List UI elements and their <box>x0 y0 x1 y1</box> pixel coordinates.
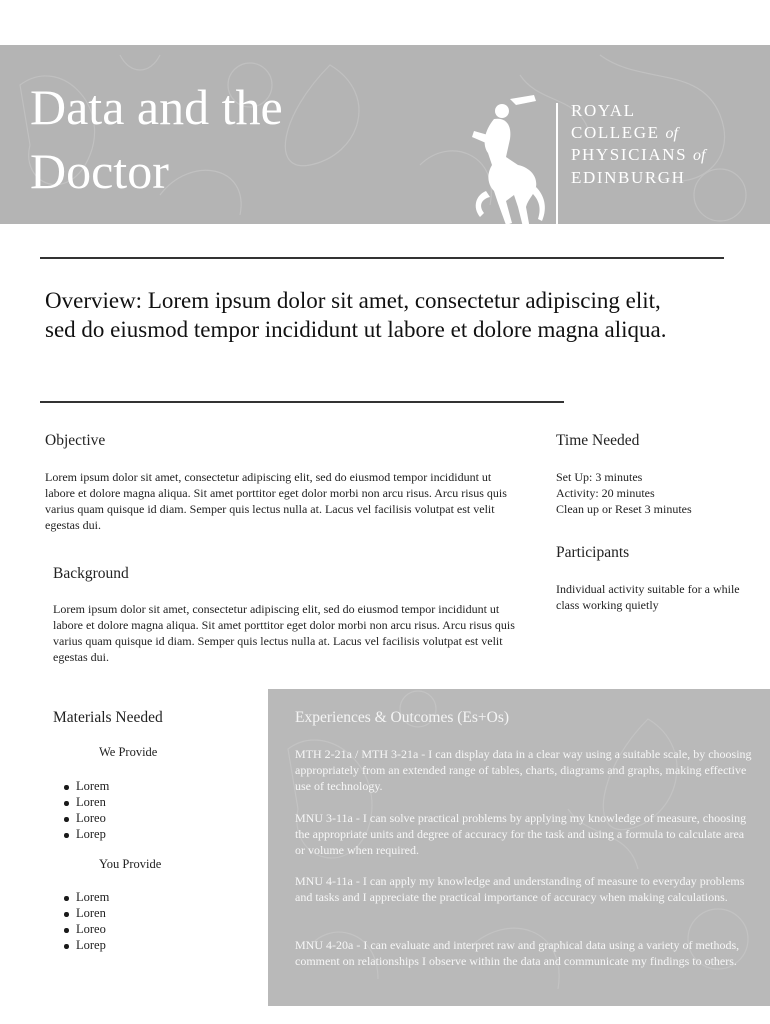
list-item: Loren <box>64 905 109 921</box>
background-heading: Background <box>53 565 129 582</box>
time-setup: Set Up: 3 minutes <box>556 470 643 484</box>
college-wordmark <box>571 100 761 188</box>
outcome-item: MNU 3-11a - I can solve practical problems by applying my knowledge of measure, choosing the appropriate units and degree of accuracy for the task and using a formula to calculate area or volume when required. <box>295 811 747 857</box>
wordmark-line-physicians: PHYSICIANS of <box>571 145 706 164</box>
objective-heading: Objective <box>45 432 106 449</box>
list-item: Lorep <box>64 826 109 842</box>
list-item: Loreo <box>64 810 109 826</box>
outcome-item: MNU 4-11a - I can apply my knowledge and understanding of measure to everyday problems and tasks and I appreciate the practical importance of accuracy when making calculations. <box>295 874 745 904</box>
background-text: Lorem ipsum dolor sit amet, consectetur adipiscing elit, sed do eiusmod tempor incididunt ut labore et dolore magna aliqua. Sit amet porttitor eget dolor morbi non arcu risus. Arcu risus quis varius quam quisque id diam. Semper quis lectus nulla at. Lacus vel facilisis volutpat est velit egestas dui. <box>53 602 515 664</box>
experiences-outcomes-panel <box>268 689 770 1006</box>
logo-divider <box>556 103 558 251</box>
objective-text: Lorem ipsum dolor sit amet, consectetur adipiscing elit, sed do eiusmod tempor incididunt ut labore et dolore magna aliqua. Sit amet porttitor eget dolor morbi non arcu risus. Arcu risus quis varius quam quisque id diam. Semper quis lectus nulla at. Lacus vel facilisis volutpat est velit egestas dui. <box>45 470 507 532</box>
list-item: Lorep <box>64 937 109 953</box>
materials-heading: Materials Needed <box>53 709 163 726</box>
we-provide-label: We Provide <box>99 745 158 759</box>
we-provide-list <box>64 778 109 842</box>
participants-text: Individual activity suitable for a while class working quietly <box>556 582 740 612</box>
time-activity: Activity: 20 minutes <box>556 486 655 500</box>
time-cleanup: Clean up or Reset 3 minutes <box>556 502 692 516</box>
time-needed-list <box>556 469 756 517</box>
experiences-heading: Experiences & Outcomes (Es+Os) <box>295 709 510 726</box>
you-provide-label: You Provide <box>99 857 162 871</box>
top-divider <box>40 257 724 259</box>
list-item: Lorem <box>64 889 109 905</box>
outcome-item: MNU 4-20a - I can evaluate and interpret raw and graphical data using a variety of methods, comment on relationships I observe within the data and communicate my findings to others. <box>295 938 740 968</box>
time-needed-heading: Time Needed <box>556 432 640 449</box>
list-item: Loreo <box>64 921 109 937</box>
page-title: Data and the Doctor <box>30 79 283 199</box>
wordmark-line-college: COLLEGE of <box>571 122 678 142</box>
overview-text: Overview: Lorem ipsum dolor sit amet, consectetur adipiscing elit, sed do eiusmod tempor incididunt ut labore et dolore magna aliqua. <box>45 288 667 342</box>
wordmark-line-royal: ROYAL <box>571 101 636 120</box>
header-banner <box>0 45 770 224</box>
wordmark-line-edinburgh: EDINBURGH <box>571 167 686 187</box>
you-provide-list <box>64 889 109 953</box>
list-item: Lorem <box>64 778 109 794</box>
outcome-item: MTH 2-21a / MTH 3-21a - I can display data in a clear way using a suitable scale, by choosing appropriately from an extended range of tables, charts, diagrams and graphs, making effective use of technology. <box>295 747 752 793</box>
overview-divider <box>40 401 564 403</box>
list-item: Loren <box>64 794 109 810</box>
participants-heading: Participants <box>556 544 630 561</box>
rearing-centaur-trumpet-logo <box>466 95 552 240</box>
